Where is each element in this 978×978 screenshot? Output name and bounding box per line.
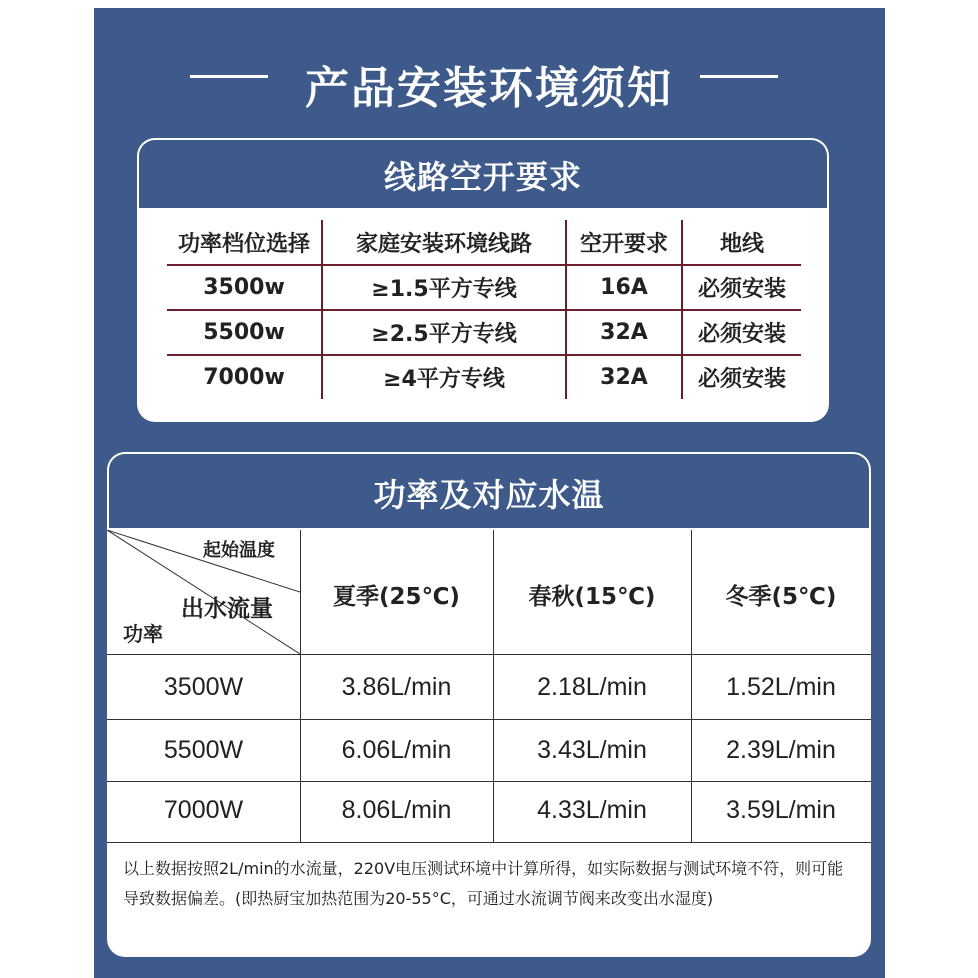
circuit-table	[167, 220, 801, 399]
circuit-cell-ground: 必须安装	[682, 355, 801, 399]
flow-value: 4.33L/min	[537, 796, 647, 824]
flow-value: 6.06L/min	[341, 736, 452, 764]
water-flow-table	[107, 530, 871, 843]
circuit-header-ground: 地线	[682, 220, 801, 265]
circuit-requirements-card	[137, 138, 829, 422]
water-card-title: 功率及对应水温	[373, 476, 605, 514]
footnote: 以上数据按照2L/min的水流量，220V电压测试环境中计算所得，如实际数据与测试环境不符，则可能导致数据偏差。(即热厨宝加热范围为20-55°C，可通过水流调节阀来改变出水湿度)	[123, 859, 844, 908]
circuit-header-wiring: 家庭安装环境线路	[322, 220, 566, 265]
row-power-label: 3500W	[163, 673, 244, 701]
table-row	[167, 265, 801, 310]
circuit-table-header-row	[167, 220, 801, 265]
row-divider	[107, 781, 871, 782]
corner-label-start-temp: 起始温度	[203, 540, 275, 561]
season-summer-header: 夏季(25℃)	[333, 584, 460, 610]
circuit-header-power: 功率档位选择	[167, 220, 322, 265]
circuit-cell-wiring: ≥1.5平方专线	[322, 265, 566, 310]
circuit-header-breaker: 空开要求	[566, 220, 682, 265]
table-row	[167, 355, 801, 399]
row-power-label: 5500W	[163, 736, 244, 764]
flow-value: 3.43L/min	[537, 736, 647, 764]
water-card-header	[107, 452, 871, 530]
page-title: 产品安装环境须知	[305, 63, 673, 114]
flow-value: 3.86L/min	[341, 673, 452, 701]
flow-value: 2.39L/min	[726, 736, 836, 764]
circuit-cell-power: 7000w	[203, 365, 285, 390]
circuit-cell-wiring: ≥2.5平方专线	[322, 310, 566, 355]
circuit-cell-breaker: 32A	[566, 310, 682, 355]
row-divider	[107, 842, 871, 843]
circuit-card-title: 线路空开要求	[383, 158, 582, 196]
flow-value: 8.06L/min	[341, 796, 452, 824]
circuit-card-header	[137, 138, 829, 210]
water-flow-card	[107, 452, 871, 957]
table-row	[167, 310, 801, 355]
flow-value: 3.59L/min	[726, 796, 836, 824]
circuit-cell-power: 3500w	[167, 265, 322, 310]
corner-label-flow: 出水流量	[181, 596, 273, 622]
corner-label-power: 功率	[123, 622, 163, 646]
title-rule-right	[700, 75, 778, 78]
circuit-cell-wiring: ≥4平方专线	[322, 355, 566, 399]
row-divider	[107, 654, 871, 655]
flow-value: 2.18L/min	[537, 673, 647, 701]
circuit-cell-breaker: 32A	[566, 355, 682, 399]
circuit-cell-ground: 必须安装	[682, 265, 801, 310]
season-winter-header: 冬季(5℃)	[725, 584, 837, 610]
circuit-cell-power: 5500w	[167, 310, 322, 355]
row-divider	[107, 719, 871, 720]
flow-value: 1.52L/min	[726, 673, 836, 701]
circuit-cell-ground: 必须安装	[682, 310, 801, 355]
season-spring-autumn-header: 春秋(15℃)	[528, 584, 656, 610]
row-power-label: 7000W	[163, 796, 244, 824]
circuit-cell-breaker: 16A	[566, 265, 682, 310]
